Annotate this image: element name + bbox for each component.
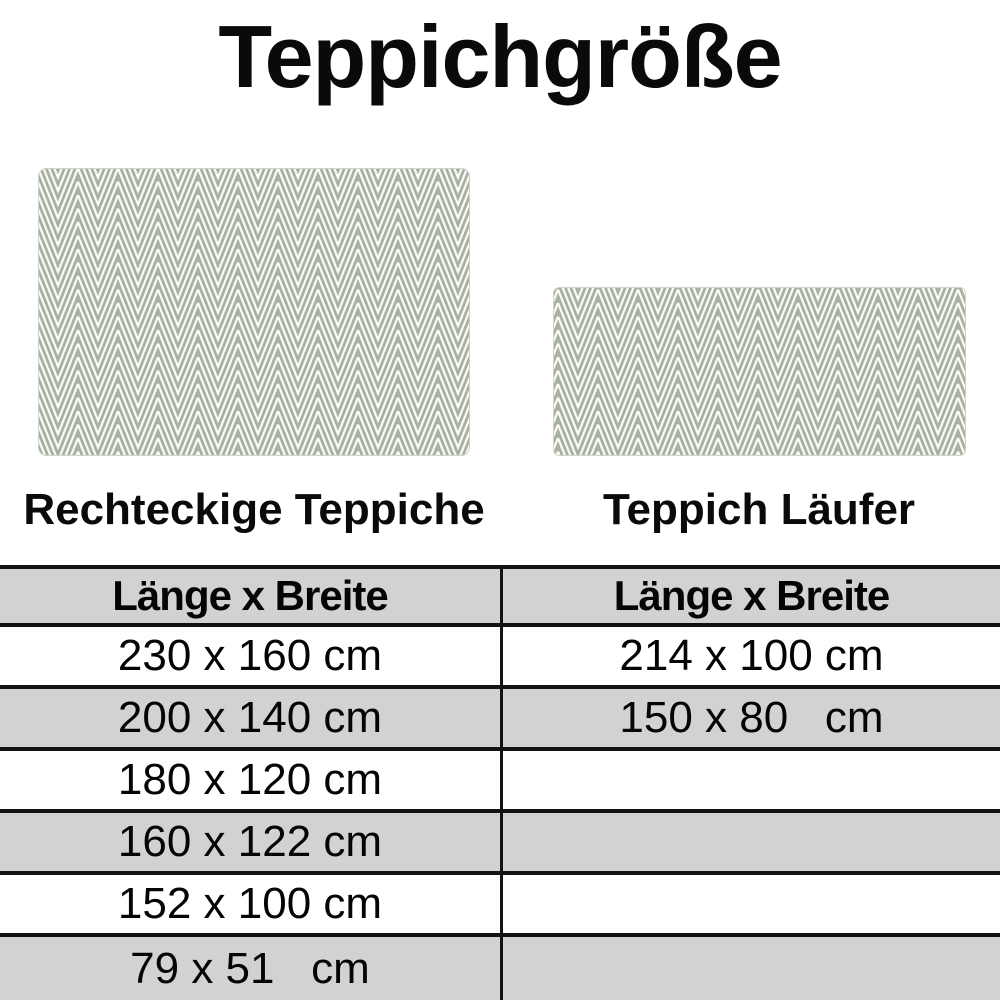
size-cell-right xyxy=(500,875,1000,933)
table-row xyxy=(0,627,1000,689)
table-header-row xyxy=(0,569,1000,627)
column-header-left: Länge x Breite xyxy=(112,572,388,619)
size-cell-left: 160 x 122 cm xyxy=(117,817,383,866)
table-row xyxy=(0,813,1000,875)
size-cell-right xyxy=(500,937,1000,1000)
size-cell-left: 200 x 140 cm xyxy=(117,693,383,742)
rug-images xyxy=(38,168,968,456)
column-header-right: Länge x Breite xyxy=(500,569,1000,623)
table-row xyxy=(0,751,1000,813)
table-row xyxy=(0,689,1000,751)
size-cell-left: 152 x 100 cm xyxy=(117,879,383,928)
size-cell-left: 230 x 160 cm xyxy=(117,631,383,680)
rectangular-rug-image xyxy=(39,169,470,456)
runner-rug-image xyxy=(554,288,966,456)
table-row xyxy=(0,937,1000,1000)
size-cell-right: 150 x 80 cm xyxy=(500,689,1000,747)
size-cell-right xyxy=(500,813,1000,871)
size-cell-left: 180 x 120 cm xyxy=(117,755,383,804)
rectangular-rugs-label: Rechteckige Teppiche xyxy=(23,485,485,534)
size-cell-right xyxy=(500,751,1000,809)
size-cell-left: 79 x 51 cm xyxy=(130,943,370,993)
table-row xyxy=(0,875,1000,937)
size-table xyxy=(0,565,1000,1000)
runner-rugs-label: Teppich Läufer xyxy=(602,485,916,534)
size-cell-right: 214 x 100 cm xyxy=(500,627,1000,685)
page-title: Teppichgröße xyxy=(218,7,782,106)
